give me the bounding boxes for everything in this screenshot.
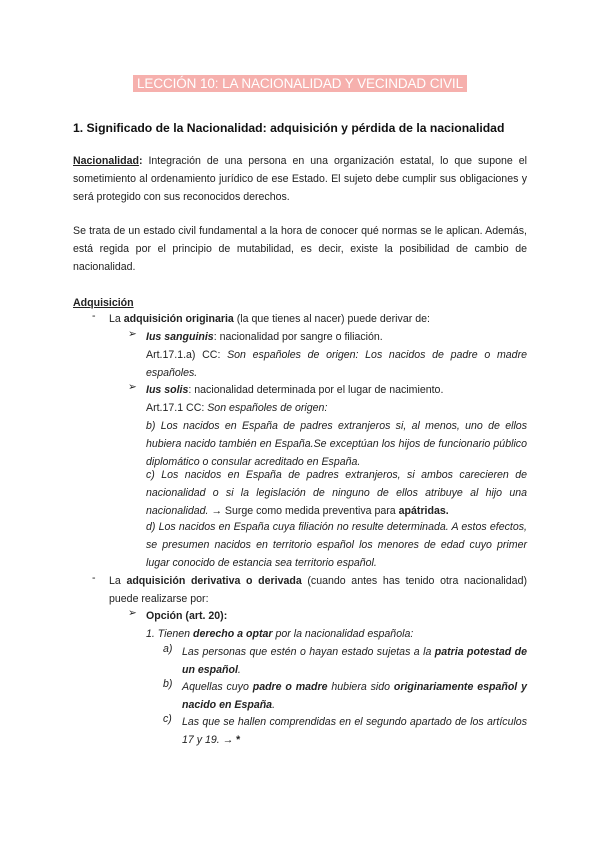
arrow-bullet-icon: ➢ — [128, 607, 137, 619]
opcion-item1-pre: 1. Tienen — [146, 628, 194, 640]
sub-mark: a) — [163, 643, 173, 655]
solis-art-text: Son españoles de origen: — [207, 402, 328, 414]
sanguinis-art-text: Son españoles de origen: Los nacidos de padre o madre españoles. — [146, 349, 527, 379]
originaria-bold: adquisición originaria — [123, 313, 234, 325]
solis-article — [146, 399, 327, 417]
sanguinis-line — [146, 328, 383, 346]
solis-c-note-bold: apátridas. — [398, 505, 449, 517]
derivativa-post: (cuando antes has tenido otra nacionalidad) puede realizarse por: — [109, 575, 527, 605]
lesson-title: LECCIÓN 10: LA NACIONALIDAD Y VECINDAD CIVIL — [133, 75, 467, 92]
arrow-right-icon: → — [211, 505, 222, 517]
originaria-line — [109, 310, 430, 328]
solis-c-note: Surge como medida preventiva para — [221, 505, 399, 517]
definition-colon: : — [138, 155, 143, 167]
solis-line — [146, 381, 443, 399]
sub-a-bold: patria potestad de un español — [182, 646, 527, 676]
sub-c-pre: Las que se hallen comprendidas en el segundo apartado de los artículos 17 y 19. — [182, 716, 527, 746]
sub-a-post: . — [237, 664, 241, 676]
sanguinis-desc: : nacionalidad por sangre o filiación. — [213, 331, 383, 343]
solis-item-d: d) Los nacidos en España cuya filiación no resulte determinada. A estos efectos, se presumen nacidos en territorio español los menores de edad cuyo primer lugar conocido de estancia sea territorio español. — [146, 521, 527, 569]
solis-art-ref: Art.17.1 CC: — [146, 402, 208, 414]
mutability-paragraph: Se trata de un estado civil fundamental a la hora de conocer qué normas se le aplican. Además, está regida por el principio de mutabilidad, es decir, existe la posibilidad de cambio de nacionalidad. — [73, 225, 527, 273]
sanguinis-term: Ius sanguinis — [146, 331, 214, 343]
sub-mark: c) — [163, 713, 172, 725]
definition-term: Nacionalidad — [73, 155, 139, 167]
sub-b-post: . — [272, 699, 276, 711]
sanguinis-article — [146, 346, 527, 382]
title-wrapper — [0, 75, 600, 93]
derivativa-paragraph — [109, 572, 527, 608]
opcion-item1-bold: derecho a optar — [193, 628, 273, 640]
opcion-sub-c — [182, 713, 527, 749]
solis-c-text: c) Los nacidos en España de padres extranjeros, si ambos carecieren de nacionalidad o si la legislación de ninguno de ellos atribuye al hijo una nacionalidad. — [146, 469, 527, 517]
solis-item-c — [146, 466, 527, 520]
originaria-pre: La — [109, 313, 124, 325]
sub-b-bold2: originariamente español y nacido en España — [182, 681, 527, 711]
arrow-bullet-icon: ➢ — [128, 381, 137, 393]
derivativa-pre: La — [109, 575, 127, 587]
definition-paragraph — [73, 152, 527, 206]
sanguinis-art-ref: Art.17.1.a) CC: — [146, 349, 228, 361]
arrow-right-icon: → — [222, 734, 234, 746]
opcion-sub-b — [182, 678, 527, 714]
definition-text: Integración de una persona en una organización estatal, lo que supone el sometimiento al ordenamiento jurídico de ese Estado. El sujeto debe cumplir sus obligaciones y será protegido con sus reconocidos derechos. — [73, 155, 527, 203]
arrow-bullet-icon: ➢ — [128, 328, 137, 340]
solis-item-b: b) Los nacidos en España de padres extranjeros si, al menos, uno de ellos hubiera nacido también en España.Se exceptúan los hijos de funcionario público diplomático o consular acreditado en España. — [146, 420, 527, 468]
bullet-dash: - — [92, 310, 96, 322]
sub-c-star: * — [233, 734, 241, 746]
opcion-label: Opción (art. 20): — [146, 610, 228, 622]
opcion-sub-a — [182, 643, 527, 679]
solis-term: Ius solis — [146, 384, 189, 396]
originaria-post: (la que tienes al nacer) puede derivar de: — [233, 313, 430, 325]
sub-mark: b) — [163, 678, 173, 690]
opcion-item1-post: por la nacionalidad española: — [272, 628, 414, 640]
sub-b-mid: hubiera sido — [327, 681, 394, 693]
adquisicion-heading-text: Adquisición — [73, 297, 134, 309]
solis-desc: : nacionalidad determinada por el lugar de nacimiento. — [188, 384, 444, 396]
sub-a-pre: Las personas que estén o hayan estado sujetas a la — [182, 646, 435, 658]
sub-b-bold: padre o madre — [252, 681, 328, 693]
bullet-dash: - — [92, 572, 96, 584]
sub-b-pre: Aquellas cuyo — [182, 681, 253, 693]
opcion-item-1 — [146, 625, 413, 643]
section-heading: 1. Significado de la Nacionalidad: adquisición y pérdida de la nacionalidad — [73, 121, 505, 135]
derivativa-bold: adquisición derivativa o derivada — [126, 575, 302, 587]
